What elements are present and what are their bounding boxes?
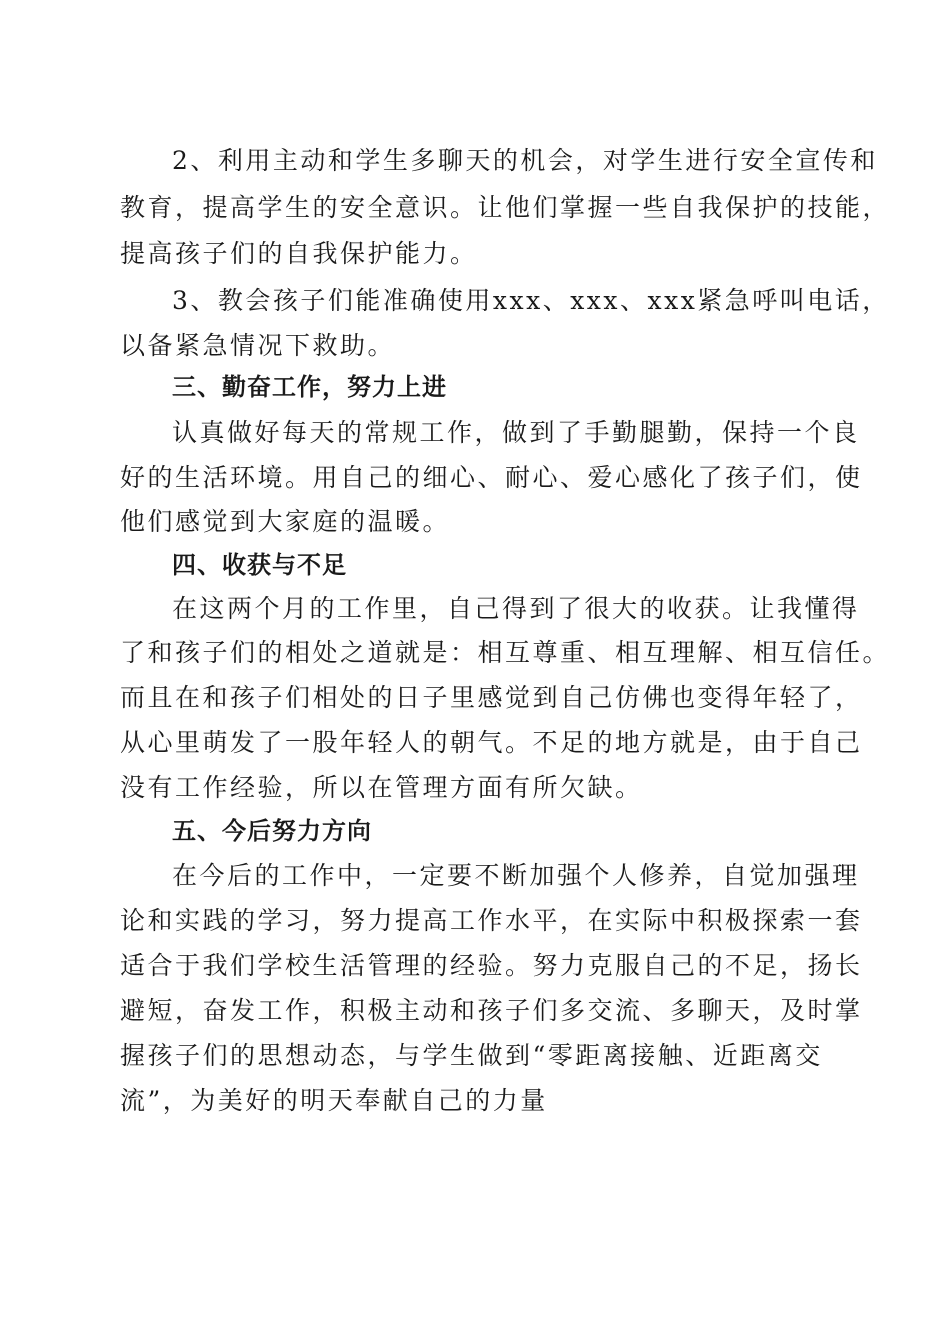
para-item-2-line-3: 提高孩子们的自我保护能力。 [120,239,478,268]
para-item-3-line-2: 以备紧急情况下救助。 [120,331,396,360]
para-future-line-3: 适合于我们学校生活管理的经验。努力克服自己的不足，扬长 [120,951,863,980]
para-item-2-line-1: 2、利用主动和学生多聊天的机会，对学生进行安全宣传和 [172,146,878,175]
para-work-line-1: 认真做好每天的常规工作，做到了手勤腿勤，保持一个良 [172,418,860,447]
para-item-3-line-1: 3、教会孩子们能准确使用xxx、xxx、xxx紧急呼叫电话， [172,286,890,315]
para-gains-line-4: 从心里萌发了一股年轻人的朝气。不足的地方就是，由于自己 [120,728,863,757]
para-gains-line-1: 在这两个月的工作里，自己得到了很大的收获。让我懂得 [172,594,860,623]
para-work-line-3: 他们感觉到大家庭的温暖。 [120,507,451,536]
para-future-line-5: 握孩子们的思想动态，与学生做到“零距离接触、近距离交 [120,1041,823,1070]
para-item-2-line-2: 教育，提高学生的安全意识。让他们掌握一些自我保护的技能， [120,193,891,222]
section-heading-4: 四、收获与不足 [172,551,347,579]
para-gains-line-5: 没有工作经验，所以在管理方面有所欠缺。 [120,773,643,802]
para-future-line-4: 避短，奋发工作，积极主动和孩子们多交流、多聊天，及时掌 [120,996,863,1025]
section-heading-3: 三、勤奋工作，努力上进 [172,373,447,401]
para-work-line-2: 好的生活环境。用自己的细心、耐心、爱心感化了孩子们，使 [120,463,863,492]
para-gains-line-3: 而且在和孩子们相处的日子里感觉到自己仿佛也变得年轻了， [120,683,863,712]
para-gains-line-2: 了和孩子们的相处之道就是：相互尊重、相互理解、相互信任。 [120,638,891,667]
section-heading-5: 五、今后努力方向 [172,817,372,845]
para-future-line-6: 流”，为美好的明天奉献自己的力量 [120,1086,548,1115]
para-future-line-1: 在今后的工作中，一定要不断加强个人修养，自觉加强理 [172,861,860,890]
para-future-line-2: 论和实践的学习，努力提高工作水平，在实际中积极探索一套 [120,906,863,935]
